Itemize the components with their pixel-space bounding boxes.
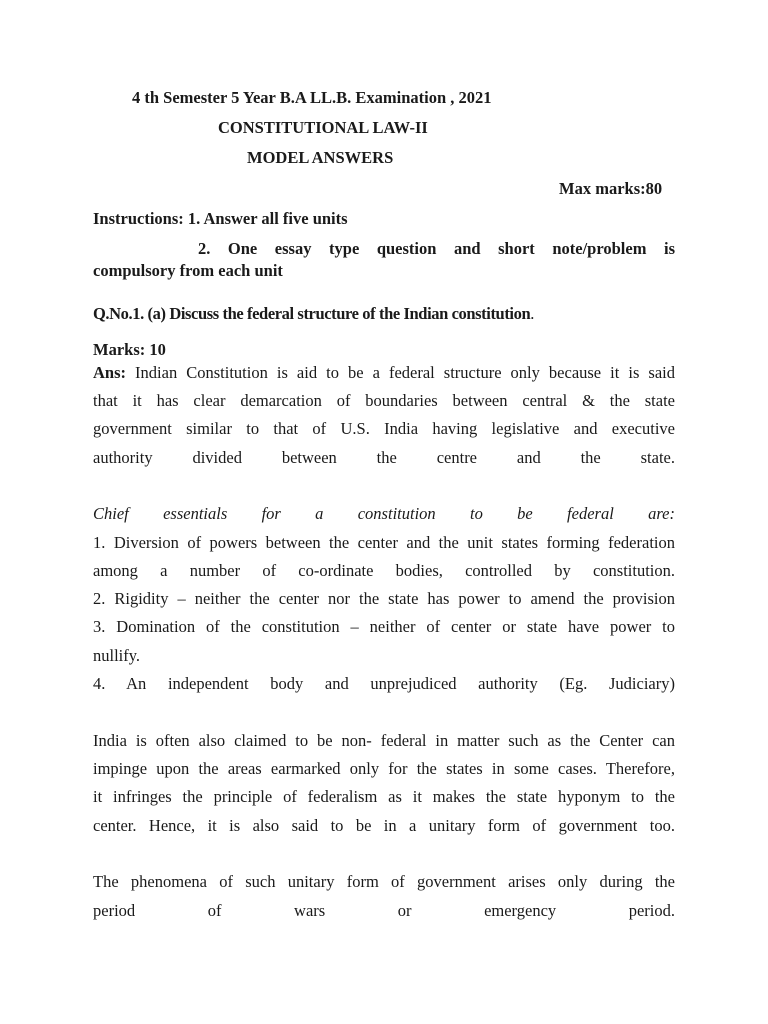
question-period: .	[530, 304, 534, 323]
essential-line-1: 1. Diversion of powers between the center and the unit states forming federation	[93, 533, 675, 552]
para3-line-2: period of wars or emergency period.	[93, 901, 675, 920]
para2-line-1: India is often also claimed to be non- federal in matter such as the Center can	[93, 731, 675, 750]
doc-type-title: MODEL ANSWERS	[247, 148, 394, 167]
essentials-heading: Chief essentials for a constitution to be federal are:	[93, 504, 675, 523]
answer-line-4: authority divided between the centre and the state.	[93, 448, 675, 467]
instructions-line-2a: 2. One essay type question and short note/problem is	[198, 239, 675, 258]
essential-line-6: 4. An independent body and unprejudiced authority (Eg. Judiciary)	[93, 674, 675, 693]
exam-title: 4 th Semester 5 Year B.A LL.B. Examination , 2021	[132, 88, 492, 107]
answer-line-1	[93, 363, 675, 383]
max-marks: Max marks:80	[559, 179, 663, 198]
instructions-line-1: Instructions: 1. Answer all five units	[93, 209, 348, 228]
essential-line-4: 3. Domination of the constitution – neither of center or state have power to	[93, 617, 675, 636]
essential-line-2: among a number of co-ordinate bodies, controlled by constitution.	[93, 561, 675, 580]
answer-label: Ans:	[93, 363, 127, 382]
question-heading	[93, 304, 534, 324]
essential-line-5: nullify.	[93, 646, 141, 665]
para2-line-4: center. Hence, it is also said to be in a unitary form of government too.	[93, 816, 675, 835]
answer-line-2: that it has clear demarcation of boundaries between central & the state	[93, 391, 675, 410]
para3-line-1: The phenomena of such unitary form of government arises only during the	[93, 872, 675, 891]
para2-line-3: it infringes the principle of federalism as it makes the state hyponym to the	[93, 787, 675, 806]
subject-title: CONSTITUTIONAL LAW-II	[218, 118, 428, 137]
answer-line-1-text: Indian Constitution is aid to be a federal structure only because it is said	[126, 363, 675, 382]
question-marks: Marks: 10	[93, 340, 166, 359]
question-text: Q.No.1. (a) Discuss the federal structure of the Indian constitution	[93, 304, 531, 323]
instructions-line-2b: compulsory from each unit	[93, 261, 283, 280]
answer-line-3: government similar to that of U.S. India having legislative and executive	[93, 419, 675, 438]
essential-line-3: 2. Rigidity – neither the center nor the state has power to amend the provision	[93, 589, 675, 608]
para2-line-2: impinge upon the areas earmarked only for the states in some cases. Therefore,	[93, 759, 675, 778]
